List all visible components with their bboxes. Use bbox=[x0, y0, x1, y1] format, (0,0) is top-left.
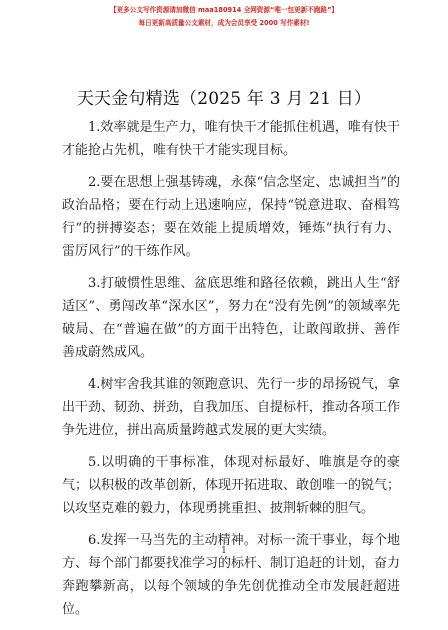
paragraph-3: 3.打破惯性思维、盆底思维和路径依赖，跳出人生“舒适区”、勇闯改革“深水区”，努力在“没有先例”的领域率先破局、在“普遍在做”的方面干出特色，让敢闯敢拼、善作善成蔚然成风。 bbox=[62, 276, 400, 360]
paragraph-2: 2.要在思想上强基铸魂，永葆“信念坚定、忠诚担当”的政治品格；要在行动上迅速响应，保持“锐意进取、奋楫笃行”的拼搏姿态；要在效能上提质增效，锤炼“执行有力、雷厉风行”的干练作风。 bbox=[62, 175, 400, 259]
paragraph-6: 6.发挥一马当先的主动精神。对标一流干事业，每个地方、每个部门都要找准学习的标杆、制订追赶的计划，奋力奔跑攀新高，以每个领域的争先创优推动全市发展赶超进位。 bbox=[62, 533, 401, 617]
page-number: 1 bbox=[221, 546, 227, 556]
paragraph-4: 4.树牢舍我其谁的领跑意识、先行一步的昂扬锐气，拿出干劲、韧劲、拼劲，自我加压、自提标杆，推动各项工作争先进位，拼出高质量跨越式发展的更大实绩。 bbox=[62, 377, 401, 438]
document-title: 天天金句精选（2025 年 3 月 21 日） bbox=[76, 89, 372, 109]
paragraph-5: 5.以明确的干事标准，体现对标最好、唯旗是夺的豪气；以积极的改革创新，体现开拓进取、敢创唯一的锐气；以攻坚克难的毅力，体现勇挑重担、披荆斩棘的胆气。 bbox=[62, 455, 401, 516]
promo-line-2: 每日更新高质量公文素材，成为会员享受 2000 写作素材! bbox=[138, 19, 310, 27]
paragraph-1: 1.效率就是生产力，唯有快干才能抓住机遇，唯有快干才能抢占先机，唯有快干才能实现目标。 bbox=[62, 120, 400, 158]
promo-line-1: 【更多公文写作资源请加微信 maa180914 全网资源“唯一包更新不跑路”】 bbox=[110, 6, 338, 14]
promo-banner bbox=[0, 6, 448, 28]
